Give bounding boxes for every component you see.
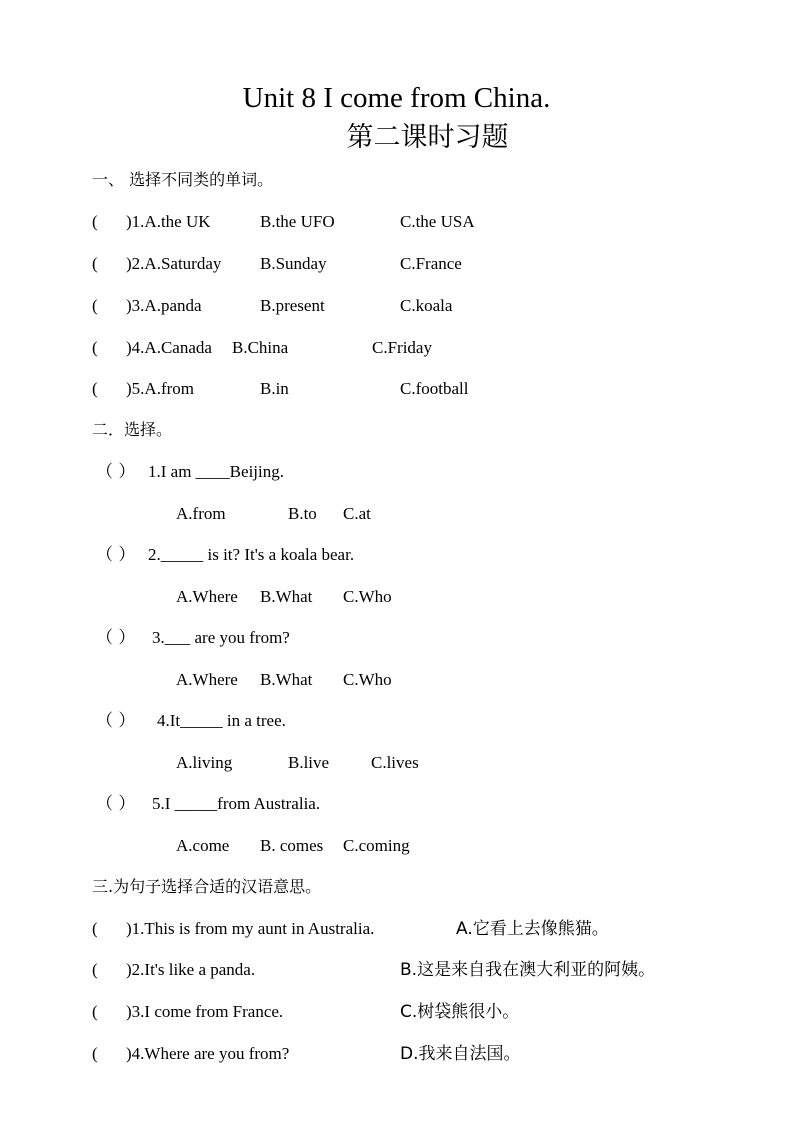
option-c: C.at xyxy=(343,504,371,523)
section1-heading: 一、 选择不同类的单词。 xyxy=(92,170,274,189)
option-b: B.to xyxy=(288,504,317,523)
option-b: B.in xyxy=(260,379,289,398)
sentence-text: )3.I come from France. xyxy=(126,1002,284,1021)
option-a: )5.A.from xyxy=(126,379,194,398)
translation-option: A.它看上去像熊猫。 xyxy=(456,919,609,939)
option-c: C.Who xyxy=(343,587,392,606)
option-b: B.live xyxy=(288,753,330,772)
option-a: )2.A.Saturday xyxy=(126,254,222,273)
option-b: B.China xyxy=(232,338,289,357)
answer-paren: ( xyxy=(92,919,98,938)
page-subtitle: 第二课时习题 xyxy=(346,122,509,153)
question-text: 3.___ are you from? xyxy=(152,628,290,647)
option-c: C.France xyxy=(400,254,462,273)
answer-paren: （ ） xyxy=(96,462,136,482)
answer-paren: ( xyxy=(92,960,98,979)
option-c: C.lives xyxy=(371,753,419,772)
answer-paren: ( xyxy=(92,1002,98,1021)
section3-heading: 三.为句子选择合适的汉语意思。 xyxy=(92,877,322,896)
sentence-text: )4.Where are you from? xyxy=(126,1044,290,1063)
translation-option: B.这是来自我在澳大利亚的阿姨。 xyxy=(400,960,656,980)
answer-paren: （ ） xyxy=(96,545,136,565)
option-c: C.koala xyxy=(400,296,453,315)
question-text: 2._____ is it? It's a koala bear. xyxy=(148,545,355,564)
option-b: B.What xyxy=(260,587,313,606)
answer-paren: （ ） xyxy=(96,628,136,648)
option-a: A.living xyxy=(176,753,233,772)
answer-paren: ( xyxy=(92,254,98,273)
translation-option: C.树袋熊很小。 xyxy=(400,1002,520,1022)
option-b: B. comes xyxy=(260,836,324,855)
option-b: B.Sunday xyxy=(260,254,327,273)
sentence-text: )1.This is from my aunt in Australia. xyxy=(126,919,375,938)
option-a: A.Where xyxy=(176,670,238,689)
option-c: C.Friday xyxy=(372,338,432,357)
answer-paren: ( xyxy=(92,338,98,357)
option-c: C.the USA xyxy=(400,212,475,231)
option-c: C.Who xyxy=(343,670,392,689)
question-text: 5.I _____from Australia. xyxy=(152,794,321,813)
answer-paren: ( xyxy=(92,296,98,315)
answer-paren: ( xyxy=(92,1044,98,1063)
option-a: )1.A.the UK xyxy=(126,212,211,231)
answer-paren: （ ） xyxy=(96,711,136,731)
answer-paren: ( xyxy=(92,379,98,398)
answer-paren: ( xyxy=(92,212,98,231)
option-c: C.football xyxy=(400,379,469,398)
option-b: B.What xyxy=(260,670,313,689)
option-a: )3.A.panda xyxy=(126,296,202,315)
section2-heading: 二．选择。 xyxy=(92,420,173,439)
page-title: Unit 8 I come from China. xyxy=(242,82,551,114)
sentence-text: )2.It's like a panda. xyxy=(126,960,256,979)
question-text: 1.I am ____Beijing. xyxy=(148,462,284,481)
option-c: C.coming xyxy=(343,836,410,855)
translation-option: D.我来自法国。 xyxy=(400,1044,521,1064)
option-a: A.come xyxy=(176,836,230,855)
option-a: A.from xyxy=(176,504,226,523)
option-b: B.the UFO xyxy=(260,212,335,231)
answer-paren: （ ） xyxy=(96,794,136,814)
question-text: 4.It_____ in a tree. xyxy=(157,711,286,730)
option-a: )4.A.Canada xyxy=(126,338,212,357)
option-b: B.present xyxy=(260,296,325,315)
option-a: A.Where xyxy=(176,587,238,606)
